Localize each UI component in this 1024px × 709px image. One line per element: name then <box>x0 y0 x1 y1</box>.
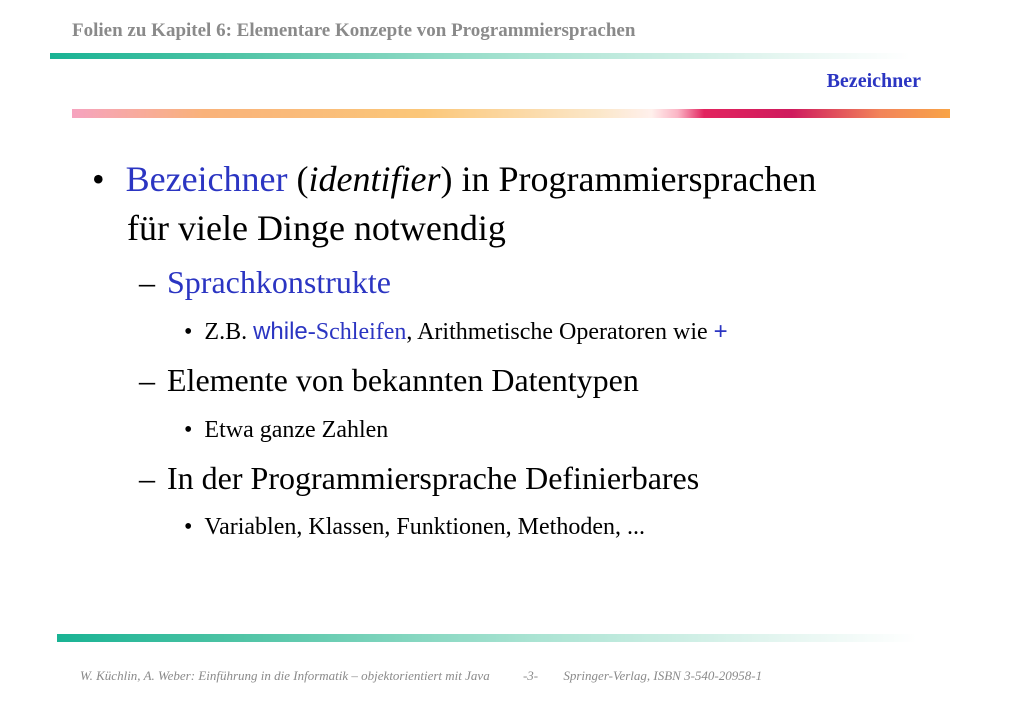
sub-sub-item-ganze-zahlen <box>184 417 388 444</box>
sub-item-sprachkonstrukte <box>139 264 391 301</box>
bullet-bezeichner-line2: für viele Dinge notwendig <box>127 208 506 248</box>
title-divider-bar <box>72 109 950 118</box>
dash-marker: – <box>139 362 155 398</box>
bullet-marker: • <box>184 417 193 443</box>
sub-item-datentypen <box>139 362 639 399</box>
bullet-bezeichner <box>92 158 816 200</box>
sub-sub-item-variablen <box>184 514 645 541</box>
dash-marker: – <box>139 264 155 300</box>
footer-page-number: -3- <box>522 668 539 683</box>
bullet-marker: • <box>92 159 105 199</box>
operator-plus: + <box>713 318 728 345</box>
paren-close: ) <box>440 159 453 199</box>
sub-item-text: Sprachkonstrukte <box>167 264 391 300</box>
slide-title: Bezeichner <box>826 70 921 92</box>
footer-publisher: Springer-Verlag, ISBN 3-540-20958-1 <box>563 668 763 683</box>
sub-item-text: Elemente von bekannten Datentypen <box>167 362 639 398</box>
operators-text: , Arithmetische Operatoren wie <box>406 319 714 345</box>
sub-sub-item-text: Variablen, Klassen, Funktionen, Methoden, ... <box>204 514 645 540</box>
term-identifier: identifier <box>308 159 441 199</box>
paren-open: ( <box>287 159 309 199</box>
term-bezeichner: Bezeichner <box>125 159 288 199</box>
footer-divider-bar <box>57 634 917 642</box>
sub-item-text: In der Programmiersprache Definierbares <box>167 460 700 496</box>
footer <box>80 668 762 684</box>
dash-marker: – <box>139 460 155 496</box>
footer-authors: W. Küchlin, A. Weber: Einführung in die Informatik – objektorientiert mit Java <box>80 668 490 683</box>
sub-sub-item-while <box>184 318 728 346</box>
sub-item-definierbares <box>139 460 699 497</box>
keyword-while: while <box>253 318 308 345</box>
header-title: Folien zu Kapitel 6: Elementare Konzepte von Programmiersprachen <box>72 20 636 41</box>
bullet-marker: • <box>184 319 193 345</box>
sub-sub-item-text: Etwa ganze Zahlen <box>204 417 389 443</box>
header-divider-bar <box>50 53 910 59</box>
prefix-zb: Z.B. <box>204 319 254 345</box>
keyword-schleifen: -Schleifen <box>307 319 407 345</box>
bullet-marker: • <box>184 514 193 540</box>
bullet-rest: in Programmiersprachen <box>452 159 817 199</box>
